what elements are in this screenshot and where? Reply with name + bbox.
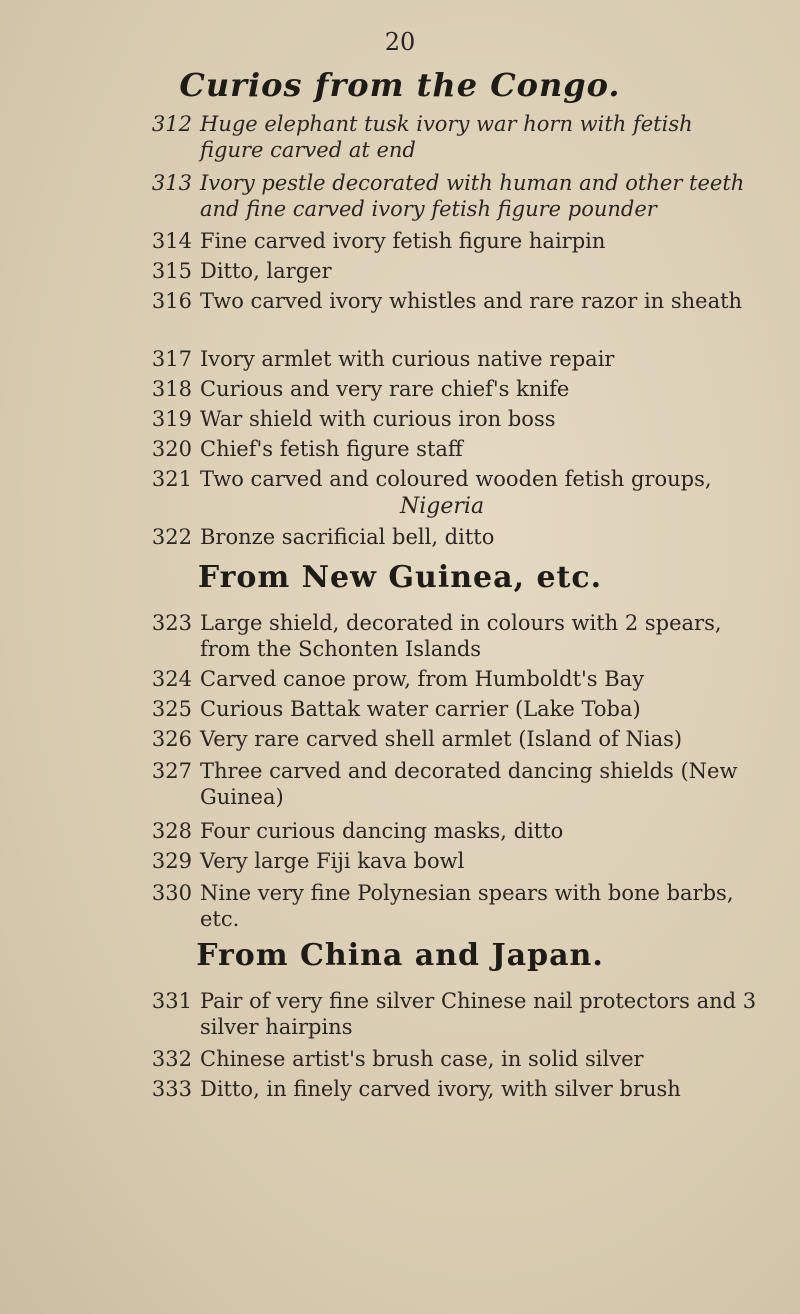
list-item: [151, 406, 760, 432]
list-item: [151, 758, 760, 810]
section-heading-china-japan: From China and Japan.: [196, 938, 604, 973]
list-item: [151, 696, 760, 722]
lot-description: Large shield, decorated in colours with 2 spears, from the Schonten Islands: [200, 611, 722, 661]
list-item: [151, 880, 760, 932]
lot-description: Two carved ivory whistles and rare razor in sheath: [200, 289, 743, 313]
lot-number: 325: [151, 697, 192, 721]
lot-number: 324: [151, 667, 192, 691]
list-item: [151, 848, 760, 874]
region-subtitle: Nigeria: [400, 494, 485, 519]
lot-number: 320: [151, 437, 192, 461]
list-item: [151, 524, 760, 550]
lot-description: Chief's fetish figure staff: [200, 437, 463, 461]
list-item: [151, 1046, 760, 1072]
lot-number: 323: [151, 611, 192, 635]
lot-number: 312: [151, 112, 192, 136]
lot-description: War shield with curious iron boss: [200, 407, 556, 431]
lot-description: Ivory pestle decorated with human and other teeth and fine carved ivory fetish figure pounder: [200, 171, 745, 221]
lot-description: Carved canoe prow, from Humboldt's Bay: [200, 667, 645, 691]
lot-description: Nine very fine Polynesian spears with bone barbs, etc.: [200, 881, 734, 931]
section-heading-congo: Curios from the Congo.: [179, 66, 621, 104]
lot-number: 321: [151, 467, 192, 491]
list-item: [151, 1076, 760, 1102]
lot-description: Ivory armlet with curious native repair: [200, 347, 615, 371]
lot-number: 319: [151, 407, 192, 431]
lot-number: 332: [151, 1047, 192, 1071]
list-item: [151, 288, 760, 314]
list-item: [151, 466, 760, 492]
lot-description: Curious and very rare chief's knife: [200, 377, 570, 401]
list-item: [151, 436, 760, 462]
lot-description: Very large Fiji kava bowl: [200, 849, 465, 873]
list-item: [151, 726, 760, 752]
lot-description: Fine carved ivory fetish figure hairpin: [200, 229, 606, 253]
lot-description: Bronze sacrificial bell, ditto: [200, 525, 495, 549]
list-item: [151, 818, 760, 844]
lot-number: 318: [151, 377, 192, 401]
list-item: [151, 258, 760, 284]
lot-number: 327: [151, 759, 192, 783]
lot-description: Ditto, in finely carved ivory, with silver brush: [200, 1077, 681, 1101]
lot-number: 328: [151, 819, 192, 843]
list-item: [151, 346, 760, 372]
list-item: [151, 111, 760, 163]
list-item: [151, 376, 760, 402]
lot-number: 313: [151, 171, 192, 195]
lot-number: 331: [151, 989, 192, 1013]
lot-number: 317: [151, 347, 192, 371]
lot-number: 333: [151, 1077, 192, 1101]
lot-description: Curious Battak water carrier (Lake Toba): [200, 697, 641, 721]
list-item: [151, 170, 760, 222]
lot-number: 330: [151, 881, 192, 905]
lot-description: Pair of very fine silver Chinese nail protectors and 3 silver hairpins: [200, 989, 757, 1039]
lot-number: 316: [151, 289, 192, 313]
lot-description: Chinese artist's brush case, in solid silver: [200, 1047, 644, 1071]
lot-description: Ditto, larger: [200, 259, 332, 283]
lot-number: 322: [151, 525, 192, 549]
lot-description: Very rare carved shell armlet (Island of Nias): [200, 727, 683, 751]
list-item: [151, 666, 760, 692]
lot-description: Two carved and coloured wooden fetish groups,: [200, 467, 712, 491]
lot-description: Three carved and decorated dancing shields (New Guinea): [200, 759, 738, 809]
lot-description: Four curious dancing masks, ditto: [200, 819, 564, 843]
section-heading-new-guinea: From New Guinea, etc.: [197, 560, 603, 595]
lot-number: 326: [151, 727, 192, 751]
lot-number: 315: [151, 259, 192, 283]
list-item: [151, 988, 760, 1040]
lot-number: 329: [151, 849, 192, 873]
lot-number: 314: [151, 229, 192, 253]
list-item: [151, 228, 760, 254]
page-number: 20: [384, 28, 416, 56]
lot-description: Huge elephant tusk ivory war horn with fetish figure carved at end: [200, 112, 693, 162]
list-item: [151, 610, 760, 662]
